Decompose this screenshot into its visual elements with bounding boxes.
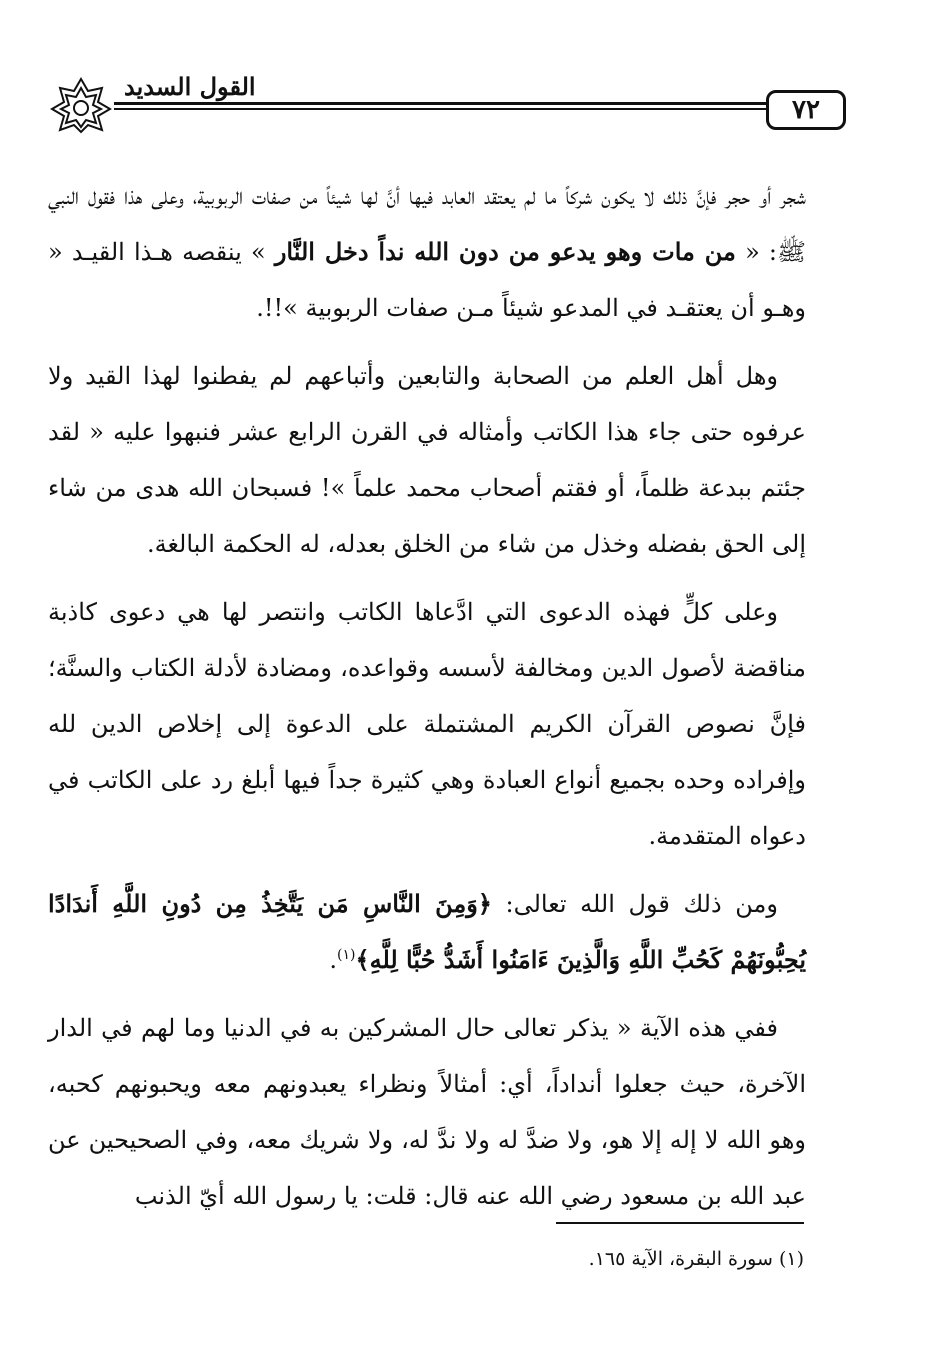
header-rule-thin xyxy=(114,108,769,110)
star-ornament-icon xyxy=(48,76,114,134)
hadith-quote: من مات وهو يدعو من دون الله نداً دخل النَّار xyxy=(274,237,736,266)
verse-end: . xyxy=(329,946,338,974)
paragraph-1-text: شجر أو حجر فإنَّ ذلك لا يكون شركاً ما لم يعتقد العابد فيها أنَّ لها شيئاً من صفات الربوبية، وعلى هذا فقول النبي ﷺ: « xyxy=(48,182,806,266)
quran-verse: ﴿وَمِنَ النَّاسِ مَن يَتَّخِذُ مِن دُونِ اللَّهِ أَندَادًا يُحِبُّونَهُمْ كَحُبِّ اللَّهِ وَالَّذِينَ ءَامَنُوا أَشَدُّ حُبًّا لِلَّهِ﴾ xyxy=(48,889,806,974)
paragraph-2: وهل أهل العلم من الصحابة والتابعين وأتباعهم لم يفطنوا لهذا القيد ولا عرفوه حتى جاء هذا الكاتب وأمثاله في القرن الرابع عشر فنبهوا عليه « لقد جئتم ببدعة ظلماً، أو فقتم أصحاب محمد علماً »! فسبحان الله هدى من شاء إلى الحق بفضله وخذل من شاء من الخلق بعدله، له الحكمة البالغة. xyxy=(48,362,806,558)
page-body xyxy=(48,168,806,1236)
page-number: ٧٢ xyxy=(766,90,846,130)
header-rule xyxy=(114,102,769,105)
paragraph-1-text-end: » ينقصه هـذا القيـد « وهـو أن يعتقـد في المدعو شيئاً مـن صفات الربوبية »!!. xyxy=(48,238,806,322)
paragraph-1 xyxy=(48,168,806,336)
footnote-divider xyxy=(556,1222,804,1224)
paragraph-5: ففي هذه الآية « يذكر تعالى حال المشركين به في الدنيا وما لهم في الدار الآخرة، حيث جعلوا أنداداً، أي: أمثالاً ونظراء يعبدونهم معه ويحبونهم كحبه، وهو الله لا إله إلا هو، ولا ضدَّ له ولا ندَّ له، ولا شريك معه، وفي الصحيحين عن عبد الله بن مسعود رضي الله عنه قال: قلت: يا رسول الله أيّ الذنب xyxy=(48,1014,806,1210)
page-header xyxy=(48,68,820,132)
paragraph-4 xyxy=(48,876,806,988)
verse-intro: ومن ذلك قول الله تعالى: xyxy=(505,890,778,918)
footnote: (١) سورة البقرة، الآية ١٦٥. xyxy=(588,1248,804,1270)
running-title: القول السديد xyxy=(120,72,260,101)
footnote-ref: (١) xyxy=(337,947,356,963)
paragraph-3: وعلى كلٍّ فهذه الدعوى التي ادَّعاها الكاتب وانتصر لها هي دعوى كاذبة مناقضة لأصول الدين ومخالفة لأسسه وقواعده، ومضادة لأدلة الكتاب والسنَّة؛ فإنَّ نصوص القرآن الكريم المشتملة على الدعوة إلى إخلاص الدين لله وإفراده وحده بجميع أنواع العبادة وهي كثيرة جداً فيها أبلغ رد على الكاتب في دعواه المتقدمة. xyxy=(48,598,806,850)
